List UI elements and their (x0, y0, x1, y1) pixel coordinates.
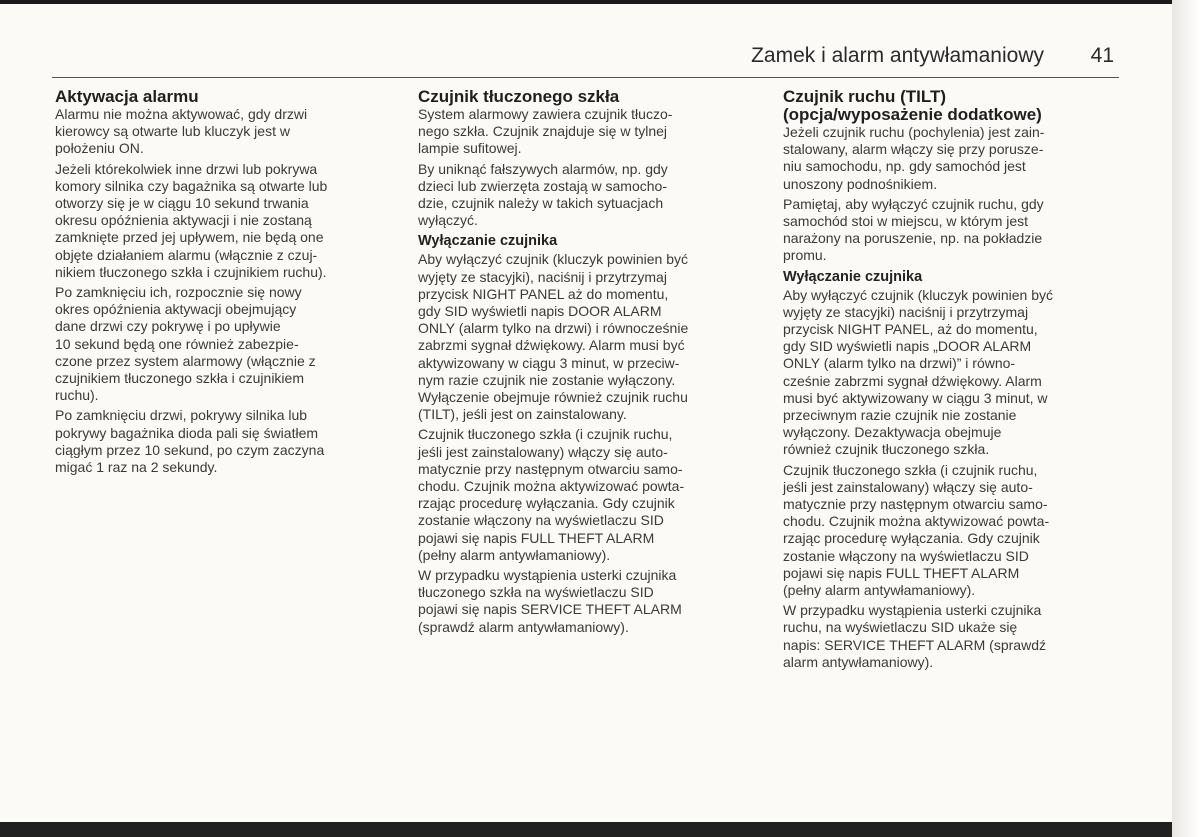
column-alarm-activation (55, 88, 395, 479)
subsection-heading: Wyłączanie czujnika (418, 233, 558, 250)
header-rule (52, 77, 1119, 78)
subsection-heading: Wyłączanie czujnika (783, 268, 923, 285)
page-header (0, 44, 1118, 78)
paragraph: Czujnik tłuczonego szkła (i czujnik ruchu, jeśli jest zainstalowany) włączy się auto- matycznie przy następnym otwarciu samo- chodu. Czujnik można aktywizować powta- rzając procedurę wyłączania. Gdy czujnik zostanie włączony na wyświetlaczu SID pojawi się napis FULL THEFT ALARM (pełny alarm antywłamaniowy). (783, 461, 1050, 599)
paragraph: W przypadku wystąpienia usterki czujnika ruchu, na wyświetlaczu SID ukaże się napis: SERVICE THEFT ALARM (sprawdź alarm antywłamaniowy). (783, 602, 1046, 670)
heading-line: Czujnik ruchu (TILT) (783, 87, 947, 106)
paragraph: W przypadku wystąpienia usterki czujnika tłuczonego szkła na wyświetlaczu SID pojawi się napis SERVICE THEFT ALARM (sprawdź alarm antywłamaniowy). (418, 567, 682, 635)
paragraph: Pamiętaj, aby wyłączyć czujnik ruchu, gdy samochód stoi w miejscu, w którym jest narażony na poruszenie, np. na pokładzie promu. (783, 195, 1044, 264)
paragraph: Jeżeli czujnik ruchu (pochylenia) jest zain- stalowany, alarm włączy się przy porusze- niu samochodu, np. gdy samochód jest unoszony podnośnikiem. (783, 124, 1045, 192)
paragraph: Jeżeli którekolwiek inne drzwi lub pokrywa komory silnika czy bagażnika są otwarte lub otworzy się je w ciągu 10 sekund trwania okresu opóźnienia aktywacji i nie zostaną zamknięte przed jej upływem, nie będą one objęte działaniem alarmu (włącznie z czuj- nikiem tłuczonego szkła i czujnikiem ruchu). (55, 160, 328, 280)
paragraph: Aby wyłączyć czujnik (kluczyk powinien być wyjęty ze stacyjki) naciśnij i przytrzymaj przycisk NIGHT PANEL, aż do momentu, gdy SID wyświetli napis „DOOR ALARM ONLY (alarm tylko na drzwi)” i równo- cześnie zabrzmi sygnał dźwiękowy. Alarm musi być aktywizowany w ciągu 3 minut, w przeciwnym razie czujnik nie zostanie wyłączony. Dezaktywacja obejmuje również czujnik tłuczonego szkła. (783, 286, 1053, 458)
paragraph: Aby wyłączyć czujnik (kluczyk powinien być wyjęty ze stacyjki), naciśnij i przytrzymaj przycisk NIGHT PANEL aż do momentu, gdy SID wyświetli napis DOOR ALARM ONLY (alarm tylko na drzwi) i równocześnie zabrzmi sygnał dźwiękowy. Alarm musi być aktywizowany w ciągu 3 minut, w przeciw- nym razie czujnik nie zostanie wyłączony. Wyłączenie obejmuje również czujnik ruchu (TILT), jeśli jest on zainstalowany. (418, 251, 689, 423)
paragraph: Po zamknięciu ich, rozpocznie się nowy okres opóźnienia aktywacji obejmujący dane drzwi czy pokrywę i po upływie 10 sekund będą one również zabezpie- czone przez system alarmowy (włącznie z czujnikiem tłuczonego szkła i czujnikiem ruchu). (55, 284, 316, 404)
scan-bottom-border (0, 822, 1172, 837)
paragraph: Po zamknięciu drzwi, pokrywy silnika lub pokrywy bagażnika dioda pali się światłem ciągłym przez 10 sekund, po czym zaczyna migać 1 raz na 2 sekundy. (55, 407, 325, 476)
section-heading: Czujnik tłuczonego szkła (418, 87, 620, 106)
paragraph: Alarmu nie można aktywować, gdy drzwi kierowcy są otwarte lub kluczyk jest w położeniu ON. (55, 106, 308, 157)
page-edge (1172, 0, 1200, 837)
column-glass-break-sensor (418, 88, 758, 639)
chapter-title: Zamek i alarm antywłamaniowy (751, 44, 1044, 67)
column-tilt-sensor (783, 88, 1118, 674)
paragraph: System alarmowy zawiera czujnik tłuczo- nego szkła. Czujnik znajduje się w tylnej lampie sufitowej. (418, 106, 673, 157)
paragraph: Czujnik tłuczonego szkła (i czujnik ruchu, jeśli jest zainstalowany) włączy się auto- matycznie przy następnym otwarciu samo- chodu. Czujnik można aktywizować powta- rzając procedurę wyłączania. Gdy czujnik zostanie włączony na wyświetlaczu SID pojawi się napis FULL THEFT ALARM (pełny alarm antywłamaniowy). (418, 426, 685, 563)
page-number: 41 (1090, 44, 1114, 67)
section-heading: Aktywacja alarmu (55, 87, 199, 106)
heading-line: (opcja/wyposażenie dodatkowe) (783, 105, 1042, 124)
section-heading (783, 88, 1118, 124)
paragraph: By uniknąć fałszywych alarmów, np. gdy dzieci lub zwierzęta zostają w samocho- dzie, czujnik należy w takich sytuacjach wyłączyć. (418, 160, 668, 229)
